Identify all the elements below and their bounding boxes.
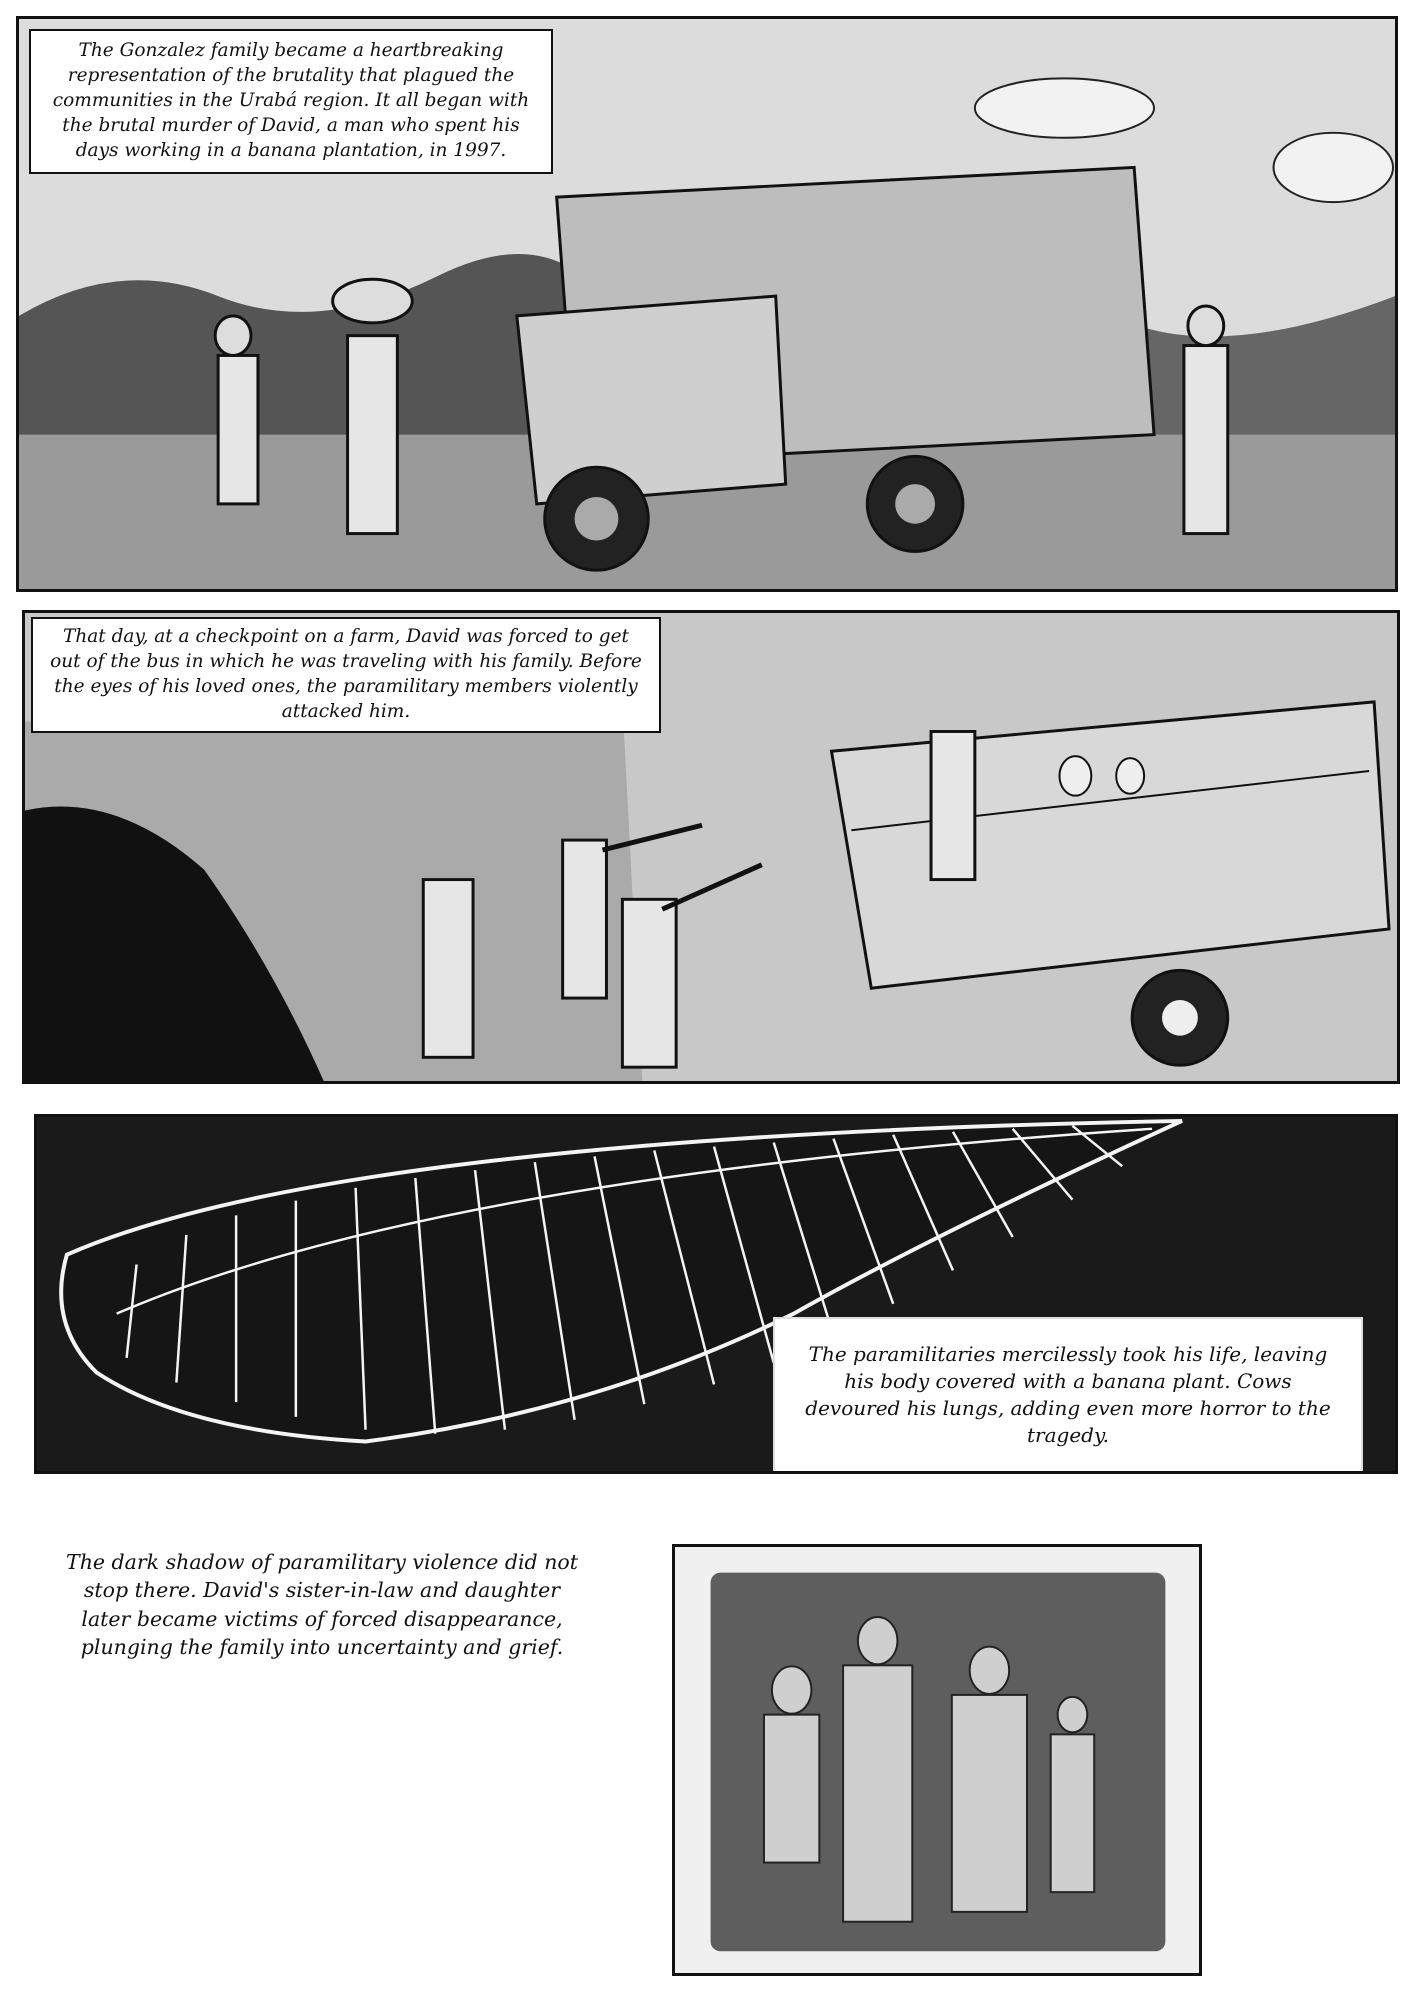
panel-checkpoint-truck: [16, 16, 1398, 592]
panel-family-portrait: [672, 1544, 1202, 1976]
caption-checkpoint: That day, at a checkpoint on a farm, David was forced to get out of the bus in which he was traveling with his family. Before the eyes of his loved ones, the paramilitary members violently attacked him.: [31, 617, 661, 733]
panel-bus-attack: [22, 610, 1400, 1084]
caption-aftermath: The dark shadow of paramilitary violence did not stop there. David's sister-in-law and daughter later became victims of forced disappearance, plunging the family into uncertainty and grief.: [66, 1550, 578, 1659]
family-photo-illustration: [675, 1547, 1199, 1973]
caption-banana-leaf: The paramilitaries mercilessly took his life, leaving his body covered with a banana plant. Cows devoured his lungs, adding even more horror to the tragedy.: [773, 1317, 1363, 1473]
panel-banana-leaf: [34, 1114, 1398, 1474]
caption-intro: The Gonzalez family became a heartbreaking representation of the brutality that plagued the communities in the Urabá region. It all began with the brutal murder of David, a man who spent his days working in a banana plantation, in 1997.: [29, 29, 553, 174]
